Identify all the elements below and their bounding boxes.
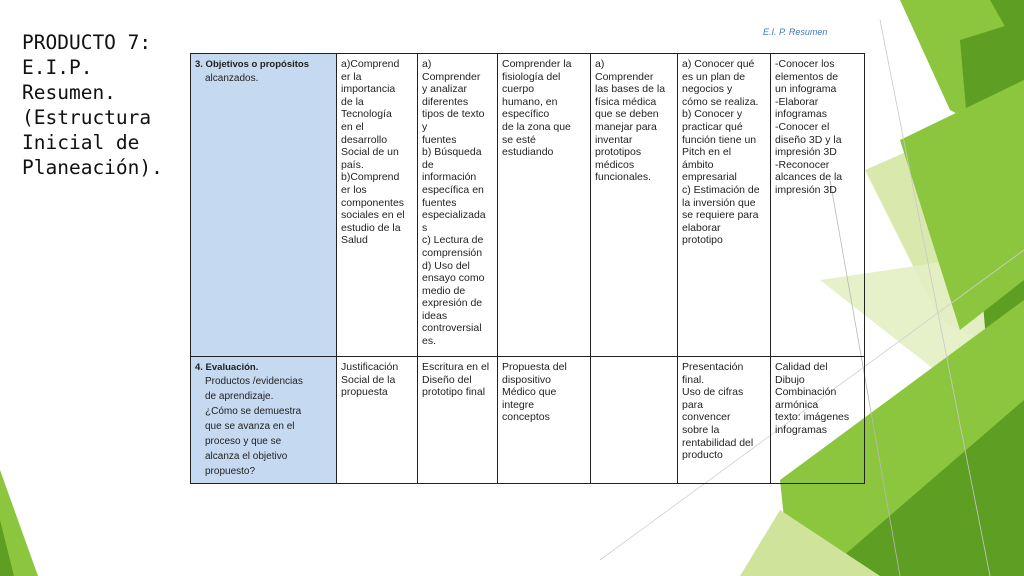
cell-text-line: b) Búsqueda bbox=[422, 146, 482, 159]
title-line: E.I.P. bbox=[22, 56, 93, 79]
row-header-line: que se avanza en el bbox=[205, 421, 295, 432]
row-header-title: 3. Objetivos o propósitos bbox=[195, 59, 310, 70]
cell-text-line: convencer bbox=[682, 411, 731, 424]
cell-text-line: impresión 3D bbox=[775, 183, 837, 196]
cell-text-line: que se deben bbox=[595, 108, 659, 121]
cell-text-line: texto: imágenes bbox=[775, 411, 850, 424]
cell-text-line: Tecnología bbox=[341, 108, 392, 121]
cell-text-line: la inversión que bbox=[682, 196, 756, 209]
cell-text-line: propuesta bbox=[341, 386, 388, 399]
cell-text-line: es un plan de bbox=[682, 70, 746, 83]
cell-text-line: -Conocer los bbox=[775, 58, 835, 70]
row-header-line: ¿Cómo se demuestra bbox=[205, 406, 302, 417]
cell-text-line: física médica bbox=[595, 95, 657, 108]
cell-text-line: rentabilidad del bbox=[682, 436, 754, 449]
cell-text-line: armónica bbox=[775, 398, 819, 411]
cell-text-line: manejar para bbox=[595, 120, 657, 133]
cell-text-line: médicos bbox=[595, 158, 635, 171]
cell-text-line: elaborar bbox=[682, 221, 721, 234]
cell-text-line: sociales en el bbox=[341, 209, 405, 222]
cell-text-line: elementos de bbox=[775, 70, 839, 83]
cell-text-line: prototipo final bbox=[422, 386, 486, 399]
row-header-line: propuesto? bbox=[205, 466, 256, 477]
cell-text-line: se esté bbox=[502, 133, 536, 146]
cell-text-line: país. bbox=[341, 158, 364, 171]
cell-text-line: información bbox=[422, 171, 477, 184]
cell-text-line: fisiología del bbox=[502, 70, 561, 83]
cell-text-line: Combinación bbox=[775, 386, 837, 399]
table-cell bbox=[771, 357, 865, 484]
cell-text-line: cómo se realiza. bbox=[682, 95, 759, 108]
cell-text-line: Calidad del bbox=[775, 361, 828, 373]
title-line: Inicial de bbox=[22, 131, 140, 154]
cell-text-line: a) Conocer qué bbox=[682, 58, 755, 70]
cell-text-line: en el bbox=[341, 120, 364, 133]
cell-text-line: infogramas bbox=[775, 108, 827, 121]
cell-text-line: Diseño del bbox=[422, 373, 472, 386]
cell-text-line: estudiando bbox=[502, 146, 554, 159]
cell-text-line: Comprender la bbox=[502, 58, 572, 70]
cell-text-line: infogramas bbox=[775, 423, 827, 436]
cell-text-line: c) Estimación de bbox=[682, 183, 760, 196]
cell-text-line: Social de la bbox=[341, 373, 396, 386]
cell-text-line: componentes bbox=[341, 196, 405, 209]
cell-text-line: Social de un bbox=[341, 146, 399, 159]
cell-text-line: para bbox=[682, 398, 704, 411]
row-header-line: proceso y que se bbox=[205, 436, 282, 447]
cell-text-line: Uso de cifras bbox=[682, 386, 744, 399]
cell-text-line: expresión de bbox=[422, 297, 483, 310]
table-cell bbox=[498, 357, 591, 484]
table-cell bbox=[418, 357, 498, 484]
cell-text-line: cuerpo bbox=[502, 83, 535, 96]
cell-text-line: importancia bbox=[341, 83, 396, 96]
table-cell bbox=[337, 54, 418, 357]
cell-text-line: fuentes bbox=[422, 196, 457, 209]
cell-text-line: es. bbox=[422, 335, 437, 348]
cell-text-line: -Conocer el bbox=[775, 120, 830, 133]
cell-text-line: funcionales. bbox=[595, 171, 652, 184]
cell-text-line: especializada bbox=[422, 209, 486, 222]
cell-text-line: Comprender bbox=[595, 70, 654, 83]
table-cell bbox=[771, 54, 865, 357]
cell-text-line: d) Uso del bbox=[422, 259, 470, 272]
cell-text-line: a) bbox=[422, 58, 432, 70]
cell-text-line: de la bbox=[341, 95, 364, 108]
cell-text-line: inventar bbox=[595, 133, 633, 146]
row-header-line: de aprendizaje. bbox=[205, 391, 274, 402]
cell-text-line: tipos de texto bbox=[422, 108, 485, 121]
title-line: PRODUCTO 7: bbox=[22, 31, 152, 54]
row-header-line: Productos /evidencias bbox=[205, 376, 303, 387]
cell-text-line: de bbox=[422, 158, 434, 171]
cell-text-line: y analizar bbox=[422, 83, 467, 96]
cell-text-line: Médico que integre bbox=[502, 386, 557, 411]
cell-text-line: producto bbox=[682, 449, 723, 462]
cell-text-line: diseño 3D y la bbox=[775, 133, 842, 146]
cell-text-line: las bases de la bbox=[595, 83, 666, 96]
row-header-cell bbox=[191, 357, 337, 484]
cell-text-line: ámbito bbox=[682, 158, 714, 171]
table-row bbox=[191, 357, 865, 484]
cell-text-line: humano, en bbox=[502, 95, 558, 108]
row-header-line: alcanza el objetivo bbox=[205, 451, 288, 462]
table-cell bbox=[418, 54, 498, 357]
cell-text-line: impresión 3D bbox=[775, 146, 837, 159]
cell-text-line: practicar qué bbox=[682, 120, 743, 133]
cell-text-line: específica en bbox=[422, 183, 484, 196]
table-cell bbox=[591, 54, 678, 357]
title-line: Resumen. bbox=[22, 81, 116, 104]
cell-text-line: un infograma bbox=[775, 83, 837, 96]
table-cell bbox=[591, 357, 678, 484]
table-cell bbox=[498, 54, 591, 357]
slide-title bbox=[22, 30, 187, 180]
cell-text-line: se requiere para bbox=[682, 209, 759, 222]
cell-text-line: negocios y bbox=[682, 83, 733, 96]
cell-text-line: y bbox=[422, 120, 428, 133]
table-cell bbox=[337, 357, 418, 484]
cell-text-line: ensayo como bbox=[422, 272, 485, 285]
cell-text-line: ideas bbox=[422, 309, 448, 322]
cell-text-line: a) bbox=[595, 58, 605, 70]
cell-text-line: alcances de la bbox=[775, 171, 843, 184]
cell-text-line: controversial bbox=[422, 322, 482, 335]
title-line: (Estructura bbox=[22, 106, 152, 129]
table-row bbox=[191, 54, 865, 357]
table-cell bbox=[678, 357, 771, 484]
row-header-line: alcanzados. bbox=[205, 73, 259, 84]
row-header-cell bbox=[191, 54, 337, 357]
cell-text-line: Presentación bbox=[682, 361, 744, 373]
cell-text-line: er la bbox=[341, 70, 362, 83]
cell-text-line: medio de bbox=[422, 284, 466, 297]
cell-text-line: Dibujo bbox=[775, 373, 805, 386]
cell-text-line: er los bbox=[341, 183, 367, 196]
cell-text-line: empresarial bbox=[682, 171, 737, 184]
cell-text-line: Propuesta del dispositivo bbox=[502, 361, 567, 386]
cell-text-line: -Elaborar bbox=[775, 95, 819, 108]
cell-text-line: comprensión bbox=[422, 246, 483, 259]
cell-text-line: Salud bbox=[341, 234, 368, 247]
cell-text-line: final. bbox=[682, 373, 705, 386]
cell-text-line: diferentes bbox=[422, 95, 469, 108]
cell-text-line: c) Lectura de bbox=[422, 234, 484, 247]
row-header-title: 4. Evaluación. bbox=[195, 362, 259, 373]
cell-text-line: desarrollo bbox=[341, 133, 388, 146]
cell-text-line: b) Conocer y bbox=[682, 108, 743, 121]
cell-text-line: a)Comprend bbox=[341, 58, 400, 70]
header-note: E.I. P. Resumen bbox=[763, 27, 828, 37]
cell-text-line: sobre la bbox=[682, 423, 720, 436]
table-cell bbox=[678, 54, 771, 357]
cell-text-line: Escritura en el bbox=[422, 361, 490, 373]
cell-text-line: -Reconocer bbox=[775, 158, 830, 171]
cell-text-line: función tiene un bbox=[682, 133, 757, 146]
cell-text-line: fuentes bbox=[422, 133, 457, 146]
cell-text-line: prototipo bbox=[682, 234, 723, 247]
cell-text-line: Comprender bbox=[422, 70, 481, 83]
cell-text-line: específico bbox=[502, 108, 550, 121]
cell-text-line: s bbox=[422, 221, 428, 234]
cell-text-line: prototipos bbox=[595, 146, 642, 159]
cell-text-line: estudio de la bbox=[341, 221, 401, 234]
cell-text-line: Justificación bbox=[341, 361, 399, 373]
cell-text-line: de la zona que bbox=[502, 120, 571, 133]
cell-text-line: conceptos bbox=[502, 411, 550, 424]
cell-text-line: b)Comprend bbox=[341, 171, 400, 184]
cell-text-line: Pitch en el bbox=[682, 146, 732, 159]
title-line: Planeación). bbox=[22, 156, 163, 179]
planning-table bbox=[190, 53, 865, 484]
